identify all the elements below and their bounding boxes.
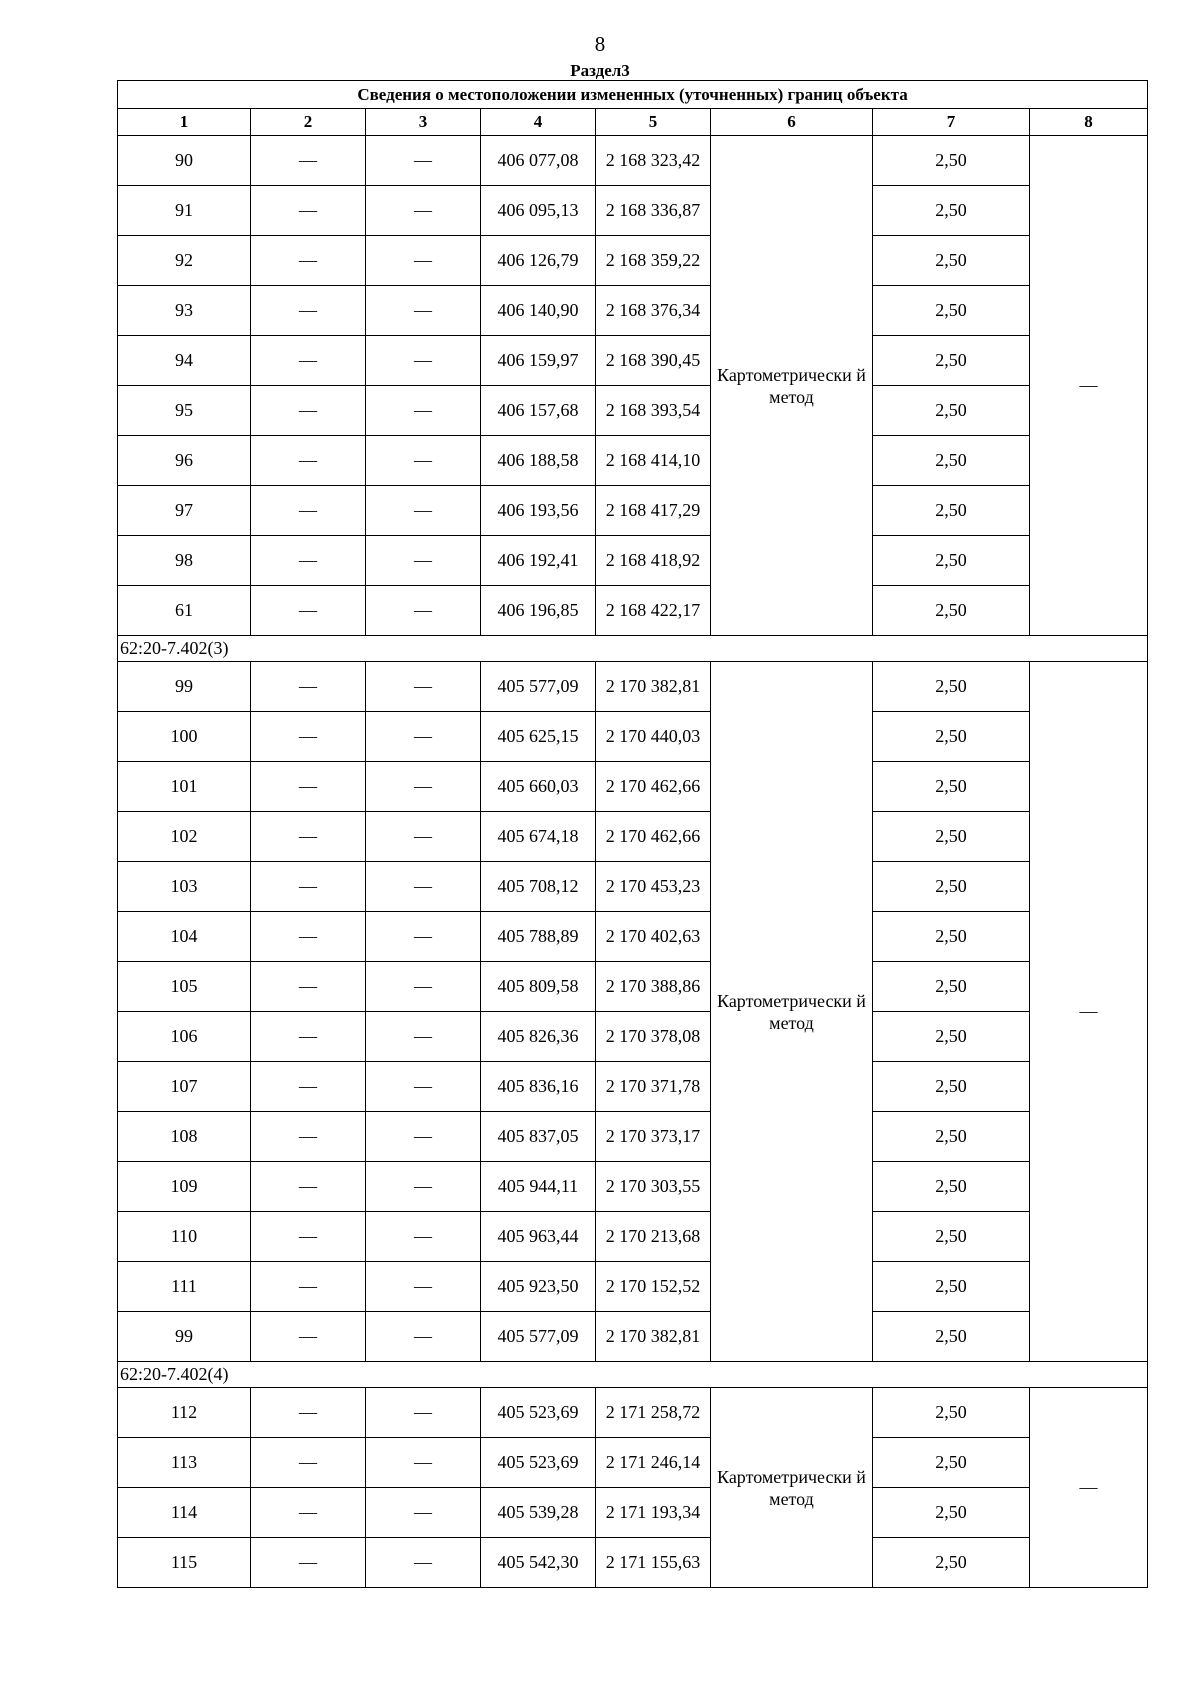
coordinate-x: 405 542,30 — [481, 1538, 596, 1588]
point-number: 111 — [118, 1262, 251, 1312]
note-cell: — — [1030, 136, 1148, 636]
dash-cell: — — [251, 1212, 366, 1262]
dash-cell: — — [366, 912, 481, 962]
coordinate-y: 2 170 371,78 — [596, 1062, 711, 1112]
point-number: 112 — [118, 1388, 251, 1438]
coordinate-y: 2 170 402,63 — [596, 912, 711, 962]
caption-row — [118, 81, 1148, 109]
column-number: 7 — [873, 109, 1030, 136]
dash-cell: — — [251, 336, 366, 386]
accuracy-value: 2,50 — [873, 436, 1030, 486]
coordinate-x: 406 077,08 — [481, 136, 596, 186]
point-number: 109 — [118, 1162, 251, 1212]
coordinate-y: 2 168 323,42 — [596, 136, 711, 186]
coordinate-x: 406 159,97 — [481, 336, 596, 386]
point-number: 113 — [118, 1438, 251, 1488]
dash-cell: — — [251, 662, 366, 712]
point-number: 100 — [118, 712, 251, 762]
table-row — [118, 486, 1148, 536]
dash-cell: — — [251, 286, 366, 336]
coordinate-x: 405 674,18 — [481, 812, 596, 862]
coordinate-x: 405 826,36 — [481, 1012, 596, 1062]
point-number: 110 — [118, 1212, 251, 1262]
dash-cell: — — [366, 762, 481, 812]
dash-cell: — — [366, 436, 481, 486]
accuracy-value: 2,50 — [873, 286, 1030, 336]
dash-cell: — — [251, 1012, 366, 1062]
point-number: 92 — [118, 236, 251, 286]
dash-cell: — — [251, 962, 366, 1012]
column-number: 6 — [711, 109, 873, 136]
coordinates-table — [117, 80, 1148, 1588]
dash-cell: — — [251, 186, 366, 236]
accuracy-value: 2,50 — [873, 336, 1030, 386]
coordinate-y: 2 170 440,03 — [596, 712, 711, 762]
coordinate-x: 405 625,15 — [481, 712, 596, 762]
table-row — [118, 1212, 1148, 1262]
coordinate-x: 405 944,11 — [481, 1162, 596, 1212]
table-row — [118, 186, 1148, 236]
coordinate-y: 2 170 453,23 — [596, 862, 711, 912]
dash-cell: — — [366, 1162, 481, 1212]
dash-cell: — — [251, 1488, 366, 1538]
accuracy-value: 2,50 — [873, 962, 1030, 1012]
coordinate-y: 2 170 382,81 — [596, 1312, 711, 1362]
coordinate-y: 2 168 422,17 — [596, 586, 711, 636]
table-row — [118, 1538, 1148, 1588]
table-row — [118, 436, 1148, 486]
point-number: 99 — [118, 1312, 251, 1362]
coordinate-x: 405 836,16 — [481, 1062, 596, 1112]
dash-cell: — — [366, 1438, 481, 1488]
section-title: Раздел3 — [570, 61, 630, 80]
coordinate-x: 406 157,68 — [481, 386, 596, 436]
coordinate-y: 2 168 336,87 — [596, 186, 711, 236]
note-cell: — — [1030, 1388, 1148, 1588]
dash-cell: — — [251, 712, 366, 762]
coordinate-x: 405 523,69 — [481, 1438, 596, 1488]
dash-cell: — — [366, 536, 481, 586]
coordinate-x: 405 923,50 — [481, 1262, 596, 1312]
dash-cell: — — [366, 662, 481, 712]
column-number: 4 — [481, 109, 596, 136]
table-row — [118, 136, 1148, 186]
accuracy-value: 2,50 — [873, 1162, 1030, 1212]
table-row — [118, 336, 1148, 386]
accuracy-value: 2,50 — [873, 136, 1030, 186]
point-number: 104 — [118, 912, 251, 962]
page-number: 8 — [594, 32, 606, 56]
group-label: 62:20-7.402(3) — [118, 636, 1148, 662]
point-number: 105 — [118, 962, 251, 1012]
coordinate-x: 405 577,09 — [481, 1312, 596, 1362]
coordinate-y: 2 168 417,29 — [596, 486, 711, 536]
coordinate-x: 405 963,44 — [481, 1212, 596, 1262]
coordinate-y: 2 171 258,72 — [596, 1388, 711, 1438]
dash-cell: — — [251, 386, 366, 436]
accuracy-value: 2,50 — [873, 1438, 1030, 1488]
dash-cell: — — [366, 862, 481, 912]
table-row — [118, 1262, 1148, 1312]
coordinate-y: 2 170 378,08 — [596, 1012, 711, 1062]
dash-cell: — — [251, 912, 366, 962]
table-row — [118, 1162, 1148, 1212]
coordinate-x: 406 196,85 — [481, 586, 596, 636]
accuracy-value: 2,50 — [873, 812, 1030, 862]
dash-cell: — — [366, 236, 481, 286]
dash-cell: — — [366, 336, 481, 386]
accuracy-value: 2,50 — [873, 386, 1030, 436]
point-number: 114 — [118, 1488, 251, 1538]
dash-cell: — — [366, 1112, 481, 1162]
point-number: 61 — [118, 586, 251, 636]
table-row — [118, 712, 1148, 762]
accuracy-value: 2,50 — [873, 862, 1030, 912]
group-row — [118, 1362, 1148, 1388]
dash-cell: — — [366, 812, 481, 862]
coordinate-y: 2 170 462,66 — [596, 762, 711, 812]
table-row — [118, 1438, 1148, 1488]
dash-cell: — — [251, 1438, 366, 1488]
accuracy-value: 2,50 — [873, 1012, 1030, 1062]
table-body — [118, 136, 1148, 1588]
dash-cell: — — [366, 486, 481, 536]
column-number: 5 — [596, 109, 711, 136]
dash-cell: — — [366, 286, 481, 336]
dash-cell: — — [366, 1312, 481, 1362]
dash-cell: — — [366, 1062, 481, 1112]
dash-cell: — — [251, 1162, 366, 1212]
column-number: 3 — [366, 109, 481, 136]
note-cell: — — [1030, 662, 1148, 1362]
point-number: 102 — [118, 812, 251, 862]
accuracy-value: 2,50 — [873, 236, 1030, 286]
point-number: 107 — [118, 1062, 251, 1112]
dash-cell: — — [366, 1538, 481, 1588]
accuracy-value: 2,50 — [873, 186, 1030, 236]
column-number-row — [118, 109, 1148, 136]
table-row — [118, 386, 1148, 436]
coordinate-y: 2 170 303,55 — [596, 1162, 711, 1212]
dash-cell: — — [366, 962, 481, 1012]
point-number: 101 — [118, 762, 251, 812]
accuracy-value: 2,50 — [873, 486, 1030, 536]
coordinate-x: 406 188,58 — [481, 436, 596, 486]
table-row — [118, 1062, 1148, 1112]
coordinate-y: 2 168 414,10 — [596, 436, 711, 486]
column-number: 8 — [1030, 109, 1148, 136]
point-number: 115 — [118, 1538, 251, 1588]
table-row — [118, 1312, 1148, 1362]
method-cell: Картометрически й метод — [711, 662, 873, 1362]
method-cell: Картометрически й метод — [711, 1388, 873, 1588]
table-row — [118, 1388, 1148, 1438]
table-row — [118, 962, 1148, 1012]
accuracy-value: 2,50 — [873, 1538, 1030, 1588]
point-number: 96 — [118, 436, 251, 486]
point-number: 95 — [118, 386, 251, 436]
dash-cell: — — [366, 586, 481, 636]
dash-cell: — — [251, 436, 366, 486]
accuracy-value: 2,50 — [873, 912, 1030, 962]
dash-cell: — — [251, 1062, 366, 1112]
dash-cell: — — [251, 536, 366, 586]
table-row — [118, 236, 1148, 286]
point-number: 97 — [118, 486, 251, 536]
dash-cell: — — [251, 1112, 366, 1162]
coordinate-x: 405 577,09 — [481, 662, 596, 712]
dash-cell: — — [366, 712, 481, 762]
table-row — [118, 1012, 1148, 1062]
coordinate-y: 2 171 193,34 — [596, 1488, 711, 1538]
column-number: 1 — [118, 109, 251, 136]
point-number: 106 — [118, 1012, 251, 1062]
group-label: 62:20-7.402(4) — [118, 1362, 1148, 1388]
table-row — [118, 912, 1148, 962]
table-row — [118, 762, 1148, 812]
coordinate-y: 2 170 152,52 — [596, 1262, 711, 1312]
accuracy-value: 2,50 — [873, 1312, 1030, 1362]
coordinate-x: 405 809,58 — [481, 962, 596, 1012]
table-row — [118, 1112, 1148, 1162]
point-number: 94 — [118, 336, 251, 386]
coordinate-y: 2 168 393,54 — [596, 386, 711, 436]
dash-cell: — — [251, 236, 366, 286]
coordinate-y: 2 171 246,14 — [596, 1438, 711, 1488]
dash-cell: — — [366, 136, 481, 186]
accuracy-value: 2,50 — [873, 1262, 1030, 1312]
accuracy-value: 2,50 — [873, 536, 1030, 586]
dash-cell: — — [251, 762, 366, 812]
dash-cell: — — [366, 1012, 481, 1062]
column-number: 2 — [251, 109, 366, 136]
coordinate-y: 2 170 388,86 — [596, 962, 711, 1012]
accuracy-value: 2,50 — [873, 1062, 1030, 1112]
accuracy-value: 2,50 — [873, 712, 1030, 762]
coordinate-x: 405 660,03 — [481, 762, 596, 812]
dash-cell: — — [251, 136, 366, 186]
accuracy-value: 2,50 — [873, 662, 1030, 712]
table-caption: Сведения о местоположении измененных (уточненных) границ объекта — [118, 81, 1148, 109]
coordinate-y: 2 168 376,34 — [596, 286, 711, 336]
accuracy-value: 2,50 — [873, 1488, 1030, 1538]
dash-cell: — — [366, 386, 481, 436]
coordinate-y: 2 170 462,66 — [596, 812, 711, 862]
dash-cell: — — [251, 486, 366, 536]
point-number: 108 — [118, 1112, 251, 1162]
point-number: 103 — [118, 862, 251, 912]
table-row — [118, 536, 1148, 586]
coordinate-y: 2 171 155,63 — [596, 1538, 711, 1588]
accuracy-value: 2,50 — [873, 1112, 1030, 1162]
coordinate-x: 406 192,41 — [481, 536, 596, 586]
dash-cell: — — [251, 862, 366, 912]
coordinate-x: 405 837,05 — [481, 1112, 596, 1162]
dash-cell: — — [251, 586, 366, 636]
coordinate-y: 2 170 213,68 — [596, 1212, 711, 1262]
coordinate-y: 2 168 359,22 — [596, 236, 711, 286]
coordinate-y: 2 170 373,17 — [596, 1112, 711, 1162]
point-number: 99 — [118, 662, 251, 712]
dash-cell: — — [366, 1488, 481, 1538]
dash-cell: — — [251, 1312, 366, 1362]
dash-cell: — — [251, 1388, 366, 1438]
coordinate-x: 405 539,28 — [481, 1488, 596, 1538]
accuracy-value: 2,50 — [873, 1388, 1030, 1438]
coordinate-x: 406 140,90 — [481, 286, 596, 336]
table-row — [118, 812, 1148, 862]
table-row — [118, 862, 1148, 912]
coordinate-x: 406 095,13 — [481, 186, 596, 236]
dash-cell: — — [251, 812, 366, 862]
dash-cell: — — [251, 1538, 366, 1588]
point-number: 98 — [118, 536, 251, 586]
dash-cell: — — [251, 1262, 366, 1312]
coordinate-x: 405 708,12 — [481, 862, 596, 912]
table-row — [118, 1488, 1148, 1538]
coordinate-x: 405 788,89 — [481, 912, 596, 962]
point-number: 91 — [118, 186, 251, 236]
coordinate-y: 2 170 382,81 — [596, 662, 711, 712]
coordinate-x: 405 523,69 — [481, 1388, 596, 1438]
table-row — [118, 586, 1148, 636]
group-row — [118, 636, 1148, 662]
point-number: 90 — [118, 136, 251, 186]
method-cell: Картометрически й метод — [711, 136, 873, 636]
coordinate-y: 2 168 390,45 — [596, 336, 711, 386]
table-row — [118, 662, 1148, 712]
dash-cell: — — [366, 186, 481, 236]
dash-cell: — — [366, 1212, 481, 1262]
dash-cell: — — [366, 1262, 481, 1312]
accuracy-value: 2,50 — [873, 586, 1030, 636]
accuracy-value: 2,50 — [873, 762, 1030, 812]
coordinate-y: 2 168 418,92 — [596, 536, 711, 586]
point-number: 93 — [118, 286, 251, 336]
coordinate-x: 406 193,56 — [481, 486, 596, 536]
table-row — [118, 286, 1148, 336]
coordinate-x: 406 126,79 — [481, 236, 596, 286]
accuracy-value: 2,50 — [873, 1212, 1030, 1262]
dash-cell: — — [366, 1388, 481, 1438]
